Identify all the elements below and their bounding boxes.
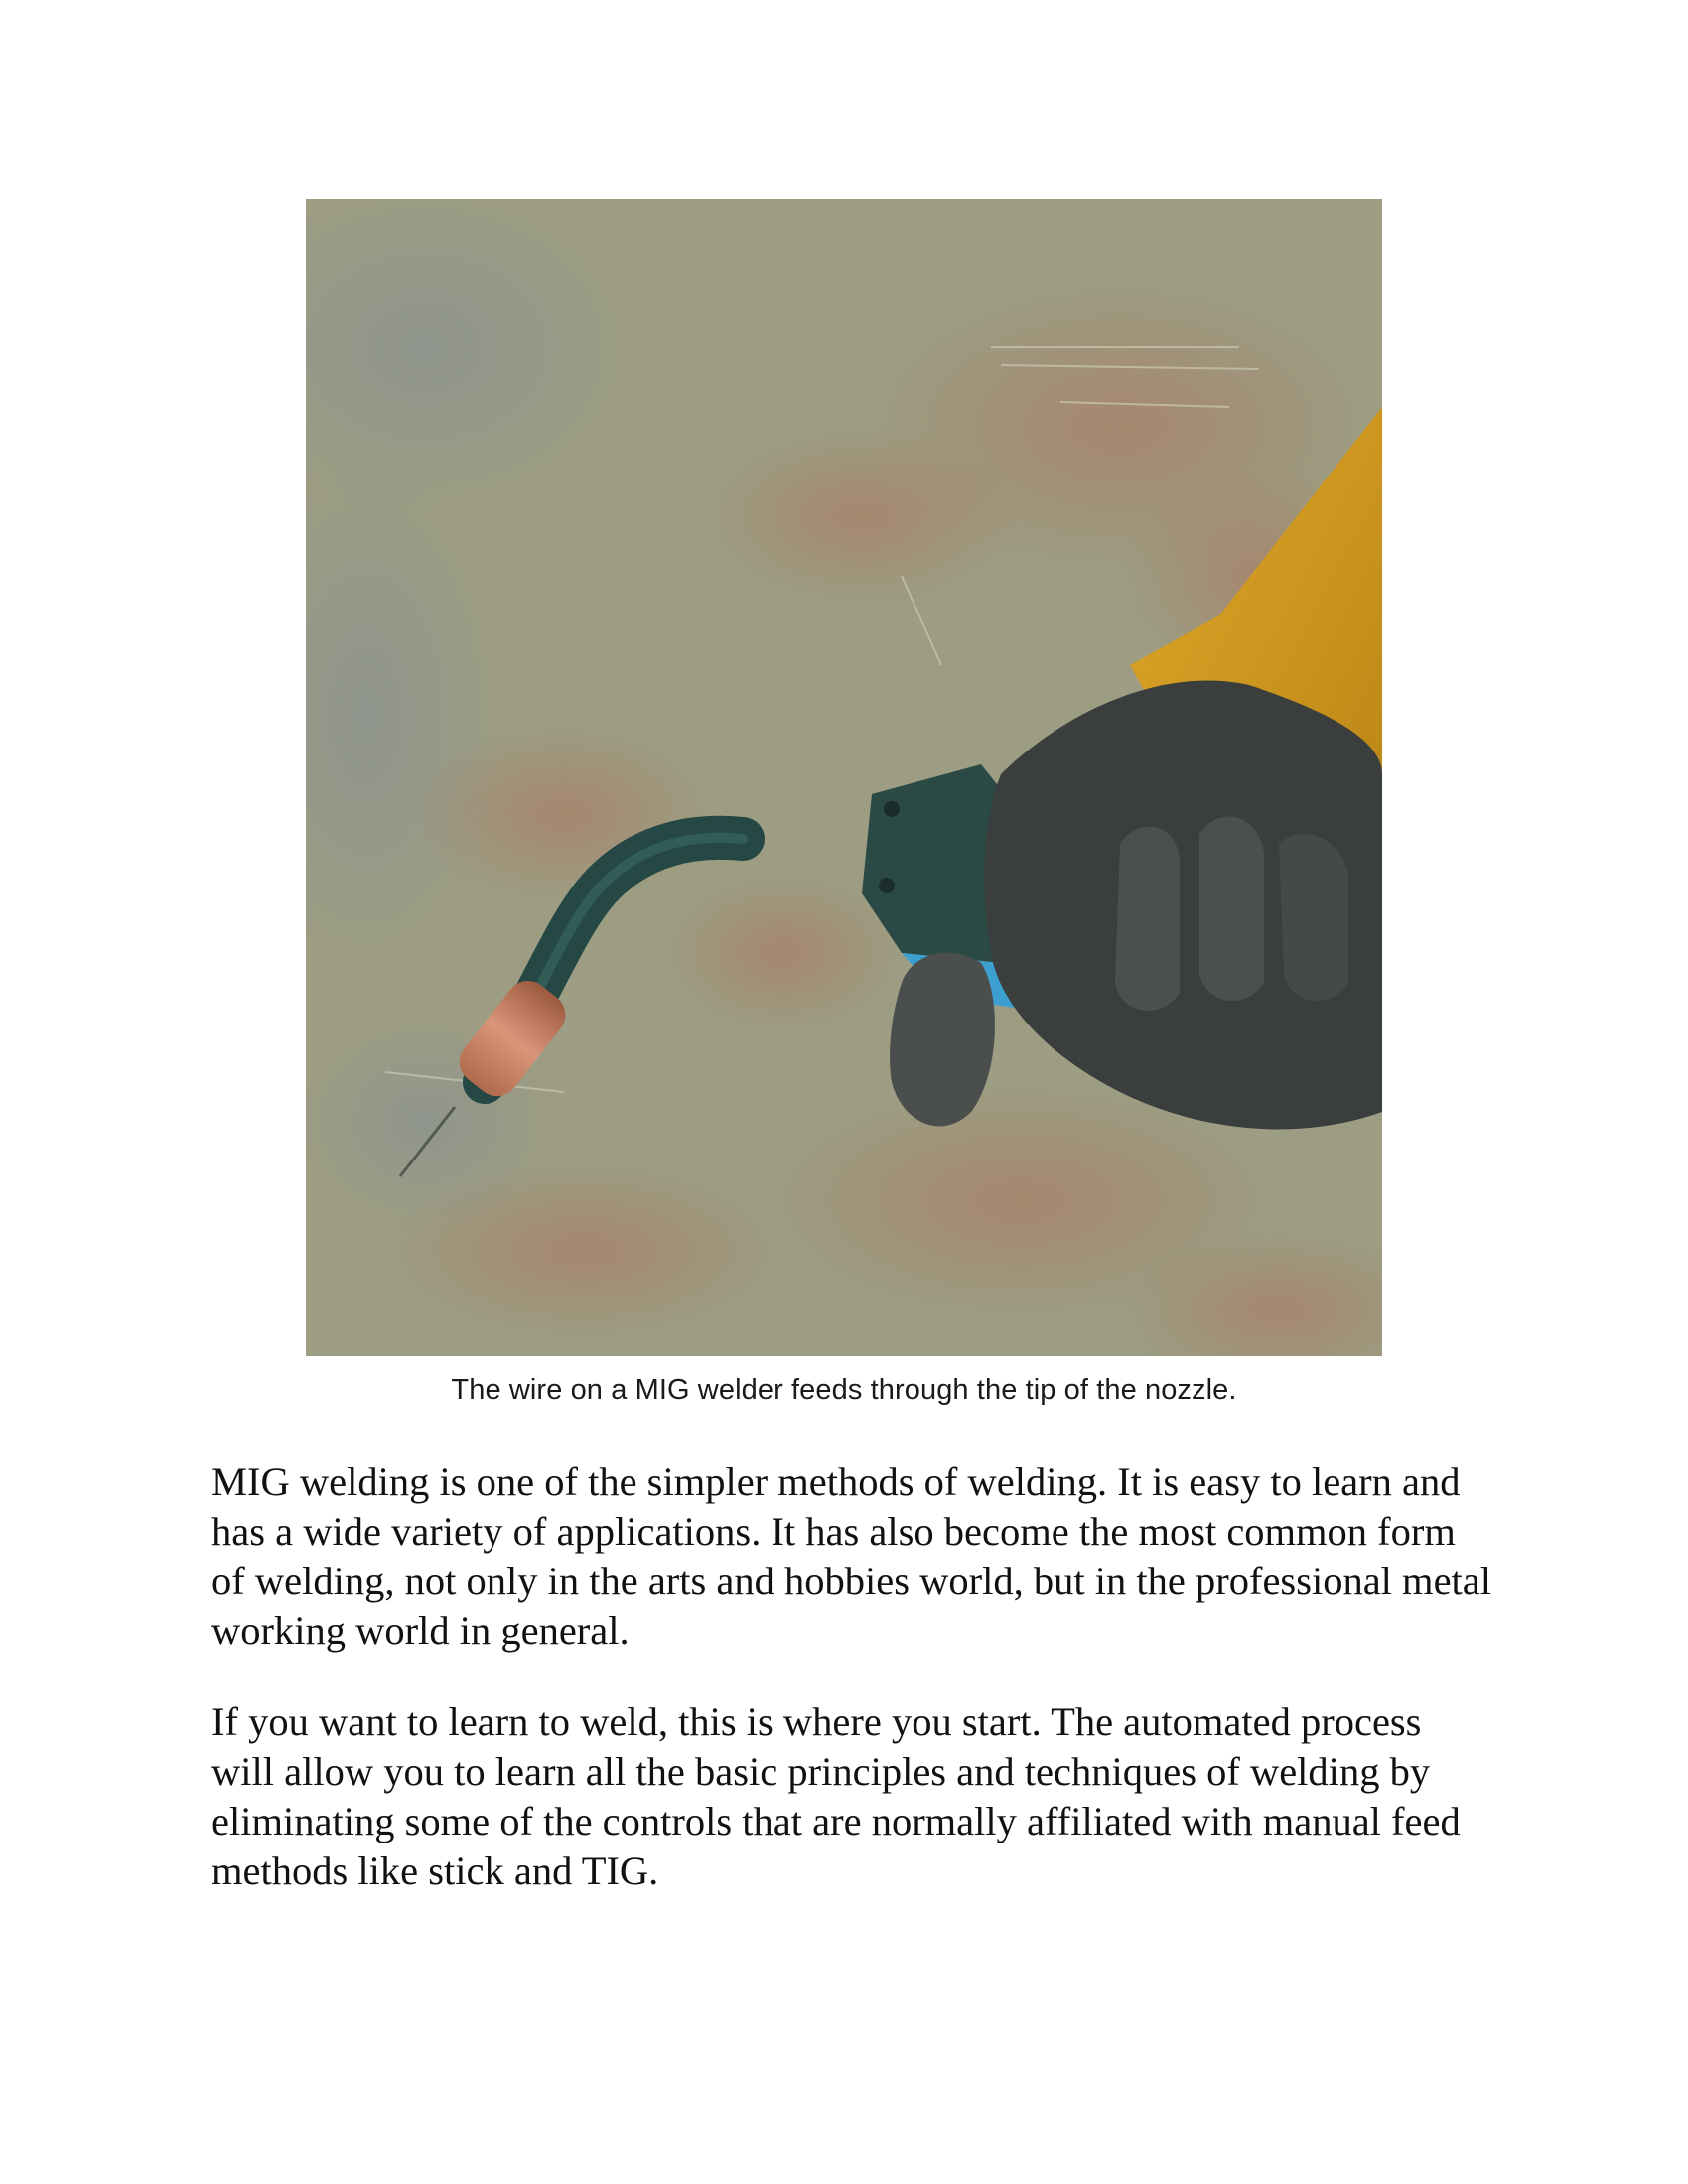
- welding-gun-photo: [306, 199, 1382, 1356]
- paragraph-intro: MIG welding is one of the simpler methods of welding. It is easy to learn and has a wide variety of applications. It has also become the most common form of welding, not only in the arts and hobbies world, but in the professional metal working world in general.: [211, 1459, 1492, 1653]
- welding-photo: [306, 199, 1382, 1356]
- paragraph-learning: If you want to learn to weld, this is where you start. The automated process will allow you to learn all the basic principles and techniques of welding by eliminating some of the controls that are normally affiliated with manual feed methods like stick and TIG.: [211, 1700, 1461, 1893]
- figure-caption: The wire on a MIG welder feeds through the tip of the nozzle.: [451, 1374, 1237, 1406]
